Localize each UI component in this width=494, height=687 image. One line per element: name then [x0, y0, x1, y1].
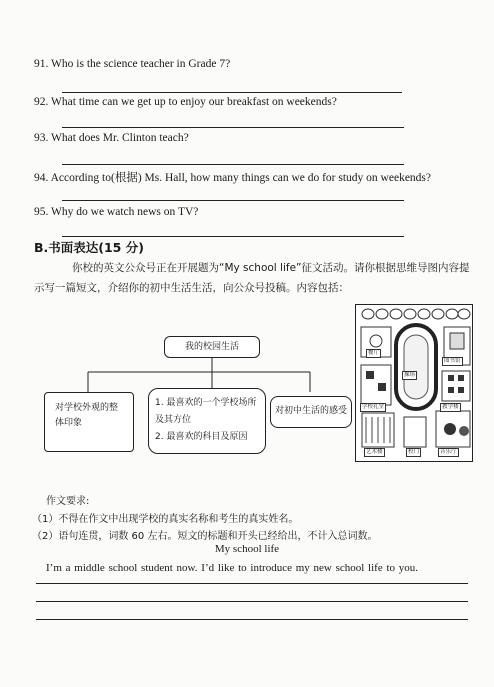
question-text: Why do we watch news on TV? — [51, 206, 199, 218]
question-number: 92. — [34, 96, 49, 108]
mindmap-left-label: 对学校外观的整体印象 — [55, 403, 119, 428]
campus-map — [355, 304, 473, 462]
map-label-art-building: 艺术楼 — [366, 449, 383, 455]
mindmap-left — [44, 392, 134, 452]
section-b-intro: 你校的英文公众号正在开展题为“My school life”征文活动。请你根据思维导图内容提示写一篇短文，介绍你的初中生活生活，向公众号投稿。内容包括： — [34, 262, 470, 294]
essay-writing-line[interactable] — [36, 619, 468, 620]
essay-title: My school life — [214, 543, 280, 555]
essay-opening: I’m a middle school student now. I’d like to introduce my new school life to you. — [46, 562, 419, 574]
map-label-canteen: 餐厅 — [368, 350, 380, 356]
question-number: 95. — [34, 206, 49, 218]
map-label-library: 图书馆 — [444, 358, 461, 364]
mindmap-middle-line1: 1. 最喜欢的一个学校场所及其方位 — [155, 398, 257, 425]
question-text: According to(根据) Ms. Hall, how many things can we do for study on weekends? — [50, 172, 432, 184]
campus-map-drawing — [356, 305, 473, 462]
map-label-playground: 操场 — [404, 372, 416, 378]
map-label-auditorium: 学校礼堂 — [362, 404, 385, 410]
map-label-school-gate: 校门 — [408, 449, 420, 455]
requirements-heading: 作文要求: — [46, 496, 90, 507]
mindmap-middle — [148, 388, 266, 454]
section-b-title: B.书面表达(15 分) — [34, 240, 144, 255]
essay-writing-line[interactable] — [36, 601, 468, 602]
mindmap-right-label: 对初中生活的感受 — [275, 406, 348, 416]
map-label-concert-hall: 音乐厅 — [440, 449, 457, 455]
question-number: 94. — [34, 172, 49, 184]
requirement-2: （2）语句连贯，词数 60 左右。短文的标题和开头已经给出，不计入总词数。 — [32, 531, 378, 542]
question-text: What does Mr. Clinton teach? — [51, 132, 189, 144]
question-number: 93. — [34, 132, 49, 144]
question-text: Who is the science teacher in Grade 7? — [51, 58, 231, 70]
question-number: 91. — [34, 58, 49, 70]
mindmap-right — [270, 396, 352, 428]
question-text: What time can we get up to enjoy our breakfast on weekends? — [51, 96, 337, 108]
mindmap-middle-line2: 2. 最喜欢的科目及原因 — [155, 432, 248, 442]
requirement-1: （1）不得在作文中出现学校的真实名称和考生的真实姓名。 — [32, 514, 299, 525]
mindmap-center — [164, 336, 260, 358]
map-label-teaching-building: 教学楼 — [442, 404, 459, 410]
essay-writing-line[interactable] — [36, 583, 468, 584]
mindmap-center-label: 我的校园生活 — [184, 342, 239, 352]
